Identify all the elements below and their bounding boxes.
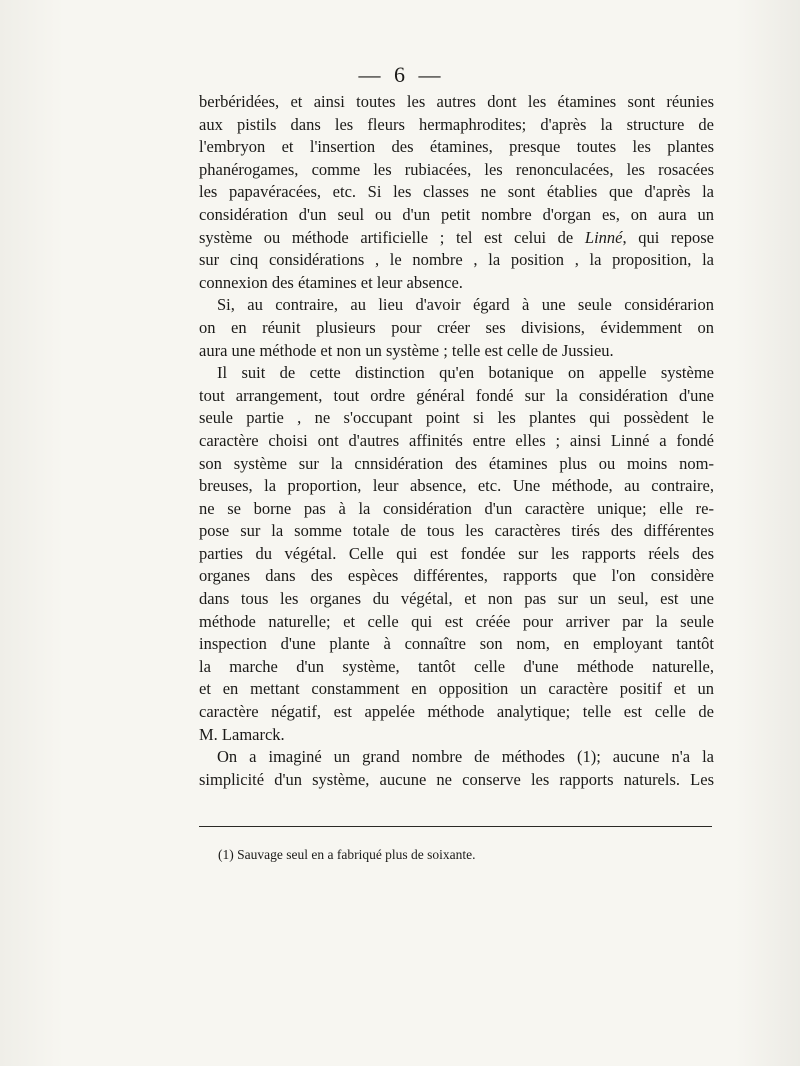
footnote: (1) Sauvage seul en a fabriqué plus de soixante. <box>218 847 476 862</box>
footnote-divider <box>199 826 712 827</box>
text-line: considération d'un seul ou d'un petit nombre d'organ es, on aura un <box>199 204 714 224</box>
text-line: breuses, la proportion, leur absence, etc. Une méthode, au contraire, <box>199 476 714 496</box>
text-line: et en mettant constamment en opposition un caractère positif et un <box>199 679 714 699</box>
text-line-start: système ou méthode artificielle ; tel est celui de <box>199 227 585 247</box>
page-number <box>0 62 800 88</box>
text-line: sur cinq considérations , le nombre , la position , la proposition, la <box>199 250 714 270</box>
page-number-value: 6 <box>394 62 406 87</box>
text-line: la marche d'un système, tantôt celle d'une méthode naturelle, <box>199 656 714 676</box>
text-line <box>199 227 714 250</box>
text-line: caractère négatif, est appelée méthode analytique; telle est celle de <box>199 702 714 722</box>
text-line: on en réunit plusieurs pour créer ses divisions, évidemment on <box>199 317 714 337</box>
text-line: connexion des étamines et leur absence. <box>199 272 463 292</box>
page-number-dash-right: — <box>418 62 442 87</box>
text-line-end: , qui repose <box>622 227 714 247</box>
text-line: seule partie , ne s'occupant point si les plantes qui possèdent le <box>199 408 714 428</box>
text-line: Il suit de cette distinction qu'en botanique on appelle système <box>217 363 714 383</box>
text-line: berbéridées, et ainsi toutes les autres dont les étamines sont réunies <box>199 92 714 111</box>
text-line: phanérogames, comme les rubiacées, les renonculacées, les rosacées <box>199 159 714 179</box>
text-line: pose sur la somme totale de tous les caractères tirés des différentes <box>199 521 714 541</box>
text-line: parties du végétal. Celle qui est fondée sur les rapports réels des <box>199 543 714 563</box>
text-line: M. Lamarck. <box>199 724 285 744</box>
text-line: les papavéracées, etc. Si les classes ne sont établies que d'après la <box>199 182 714 202</box>
italic-name-linne: Linné <box>584 227 623 247</box>
text-line: organes dans des espèces différentes, rapports que l'on considère <box>199 566 714 586</box>
text-line: Si, au contraire, au lieu d'avoir égard à une seule considérarion <box>217 295 714 315</box>
text-line: dans tous les organes du végétal, et non pas sur un seul, est une <box>199 589 714 609</box>
text-line: tout arrangement, tout ordre général fondé sur la considération d'une <box>199 385 714 405</box>
text-line: inspection d'une plante à connaître son nom, en employant tantôt <box>199 634 714 654</box>
text-line: On a imaginé un grand nombre de méthodes (1); aucune n'a la <box>217 747 714 767</box>
text-line: méthode naturelle; et celle qui est créée pour arriver par la seule <box>199 611 714 631</box>
body-text <box>199 91 714 791</box>
text-line: aux pistils dans les fleurs hermaphrodites; d'après la structure de <box>199 114 714 134</box>
text-line: aura une méthode et non un système ; telle est celle de Jussieu. <box>199 340 614 360</box>
text-line: son système sur la cnnsidération des étamines plus ou moins nom- <box>199 453 714 473</box>
text-line: l'embryon et l'insertion des étamines, presque toutes les plantes <box>199 137 714 157</box>
text-line: ne se borne pas à la considération d'un caractère unique; elle re- <box>199 498 714 518</box>
text-line: simplicité d'un système, aucune ne conserve les rapports naturels. Les <box>199 769 714 789</box>
page-number-dash-left: — <box>358 62 382 87</box>
text-line: caractère choisi ont d'autres affinités entre elles ; ainsi Linné a fondé <box>199 430 714 450</box>
